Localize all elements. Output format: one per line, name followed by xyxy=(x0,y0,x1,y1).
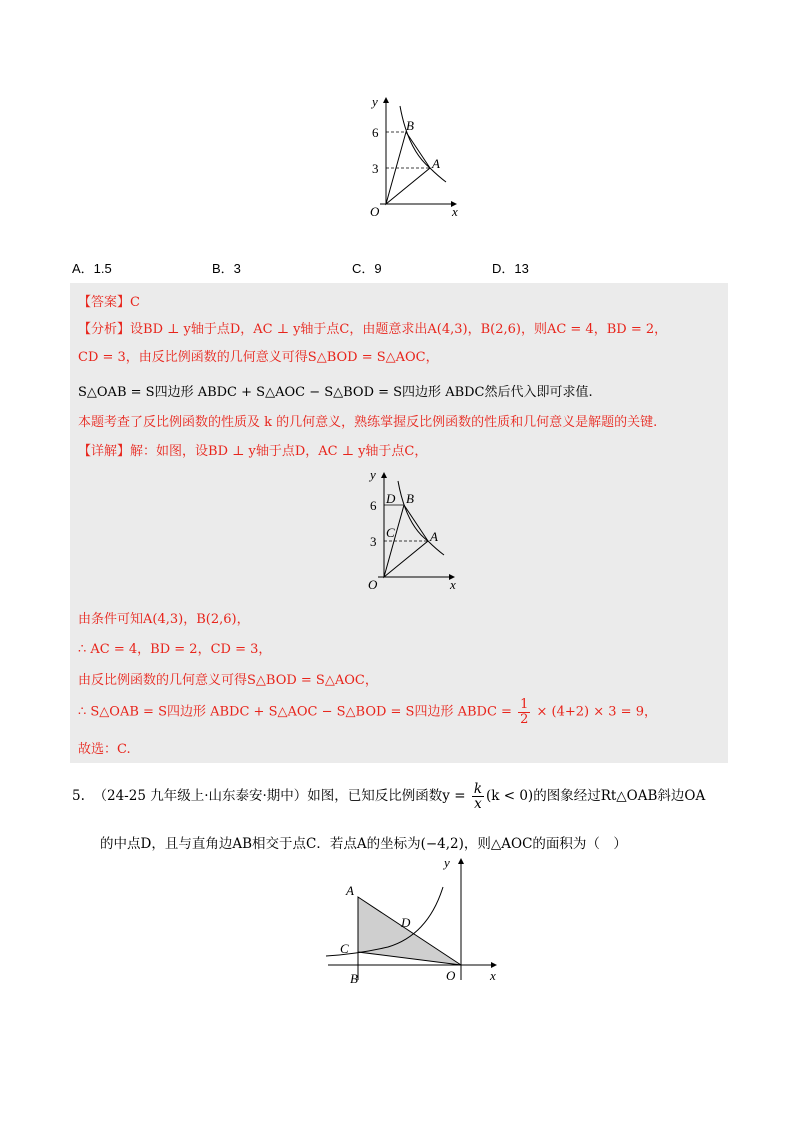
figure-1-graph xyxy=(360,90,470,220)
svg-text:C: C xyxy=(386,525,395,540)
shaded-triangle-aoc xyxy=(358,897,461,965)
svg-text:A: A xyxy=(432,156,440,171)
analysis-line-2: CD = 3，由反比例函数的几何意义可得S△BOD = S△AOC， xyxy=(78,350,439,365)
question-5-line-1: 5. （24-25 九年级上·山东泰安·期中）如图，已知反比例函数y = $\frac{k}{x}$ (k < 0)的图象经过Rt△OAB斜边OA xyxy=(72,781,706,813)
svg-text:x: x xyxy=(490,968,496,983)
analysis-line-3: S△OAB = S四边形 ABDC + S△AOC − S△BOD = S四边形 ABDC然后代入即可求值. xyxy=(78,385,593,400)
svg-text:3: 3 xyxy=(370,534,377,549)
figure-2-graph xyxy=(358,465,468,595)
question-5-line-2: 的中点D，且与直角边AB相交于点C．若点A的坐标为(−4,2)，则△AOC的面积为（ ） xyxy=(100,836,627,852)
detail-line-6: 故选：C. xyxy=(78,742,131,757)
svg-text:6: 6 xyxy=(370,498,377,513)
svg-text:B: B xyxy=(406,118,414,133)
fraction-one-half: $\frac{1}{2}$ xyxy=(520,697,529,727)
svg-text:D: D xyxy=(386,491,396,506)
svg-text:x: x xyxy=(450,577,456,592)
detail-line-4: 由反比例函数的几何意义可得S△BOD = S△AOC， xyxy=(78,673,378,688)
svg-text:A: A xyxy=(346,883,354,898)
svg-text:D: D xyxy=(401,915,411,930)
svg-text:A: A xyxy=(430,529,438,544)
detail-line-1: 【详解】解：如图，设BD ⊥ y轴于点D，AC ⊥ y轴于点C， xyxy=(78,444,428,459)
fraction-k-over-x: $\frac{k}{x}$ xyxy=(473,781,482,813)
analysis-line-1: 【分析】设BD ⊥ y轴于点D，AC ⊥ y轴于点C，由题意求出A(4,3)，B(2,6)，则AC = 4，BD = 2， xyxy=(78,322,668,337)
svg-text:O: O xyxy=(446,968,456,983)
svg-text:O: O xyxy=(370,204,380,219)
svg-text:B: B xyxy=(350,971,358,986)
choice-a[interactable]: A．1.5 xyxy=(72,261,112,276)
svg-text:3: 3 xyxy=(372,161,379,176)
svg-text:6: 6 xyxy=(372,125,379,140)
svg-text:x: x xyxy=(452,204,458,219)
detail-line-3: ∴ AC = 4，BD = 2，CD = 3， xyxy=(78,642,272,657)
svg-text:y: y xyxy=(370,467,376,482)
solution-panel xyxy=(70,283,728,763)
figure-3-graph xyxy=(318,855,508,995)
answer-line: 【答案】C xyxy=(78,295,140,310)
choice-d[interactable]: D．13 xyxy=(492,261,529,276)
svg-text:C: C xyxy=(340,941,349,956)
svg-text:y: y xyxy=(444,855,450,870)
choice-b[interactable]: B．3 xyxy=(212,261,241,276)
choice-c[interactable]: C．9 xyxy=(352,261,382,276)
detail-line-5: ∴ S△OAB = S四边形 ABDC + S△AOC − S△BOD = S四边形 ABDC = $\frac{1}{2}$ × (4+2) × 3 = 9， xyxy=(78,697,657,727)
detail-line-2: 由条件可知A(4,3)，B(2,6)， xyxy=(78,612,250,627)
svg-text:B: B xyxy=(406,491,414,506)
svg-text:O: O xyxy=(368,577,378,592)
svg-text:y: y xyxy=(372,94,378,109)
choice-list xyxy=(72,258,712,278)
analysis-line-4: 本题考查了反比例函数的性质及 k 的几何意义，熟练掌握反比例函数的性质和几何意义是解题的关键. xyxy=(78,415,658,430)
